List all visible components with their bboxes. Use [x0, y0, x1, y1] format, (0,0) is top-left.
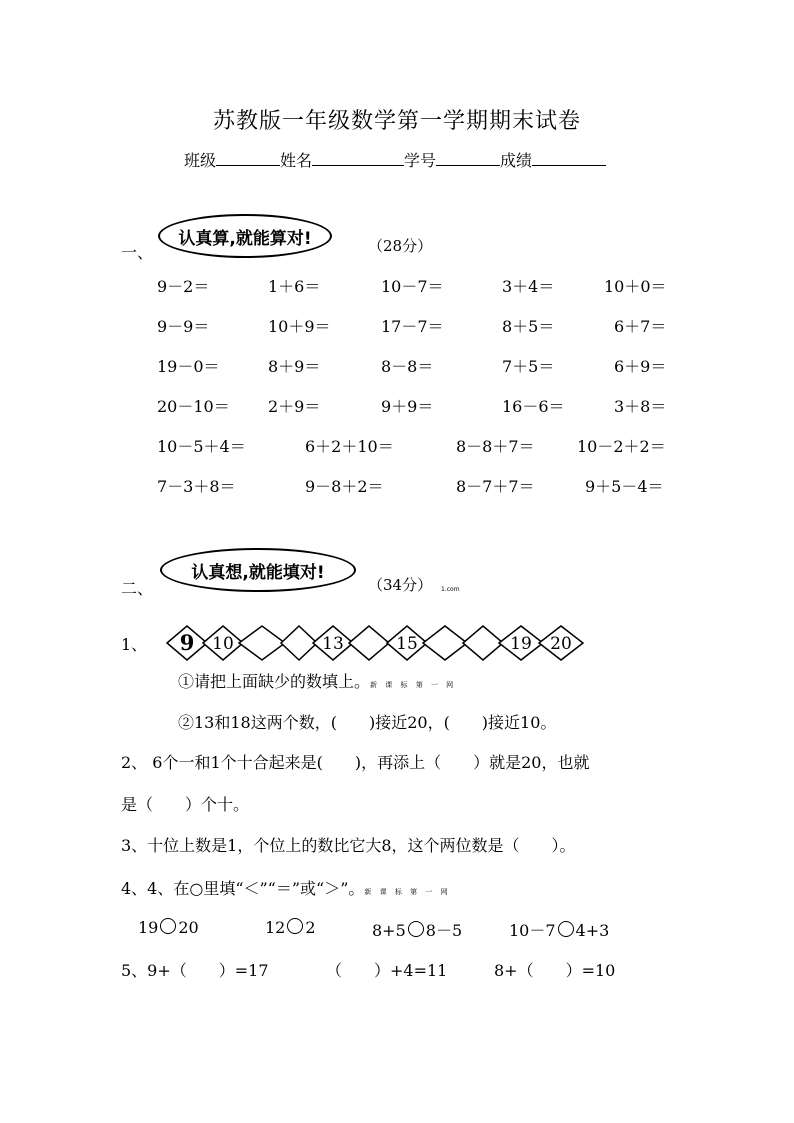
- q5-item-1: 5、9+（ ）=17: [121, 961, 269, 980]
- equation[interactable]: 9－9＝: [157, 317, 210, 336]
- compare-left: 8+5: [372, 921, 406, 940]
- seq-diamond[interactable]: [281, 626, 317, 660]
- section2-badge: 认真想,就能填对!: [160, 548, 356, 592]
- equation[interactable]: 7＋5＝: [502, 357, 555, 376]
- seq-diamond[interactable]: [423, 626, 467, 660]
- seq-value: 15: [396, 634, 418, 654]
- equation[interactable]: 6＋7＝: [614, 317, 667, 336]
- q5-item-2: （ ）+4=11: [326, 961, 448, 980]
- class-label: 班级: [184, 151, 217, 170]
- watermark: 新 课 标 第 一 网: [370, 681, 457, 689]
- equation[interactable]: 8－8＝: [381, 357, 434, 376]
- compare-left: 12: [265, 918, 286, 937]
- equation[interactable]: 10＋0＝: [604, 277, 667, 296]
- q1-number: 1、: [121, 635, 148, 654]
- equation[interactable]: 8＋9＝: [268, 357, 321, 376]
- section1-badge: 认真算,就能算对!: [158, 214, 332, 258]
- page-title: 苏教版一年级数学第一学期期末试卷: [212, 109, 581, 134]
- compare-right: 4+3: [575, 921, 610, 940]
- equation[interactable]: 1＋6＝: [268, 277, 321, 296]
- seq-diamond[interactable]: [239, 626, 285, 660]
- seq-diamond: [167, 626, 207, 660]
- equation[interactable]: 3＋4＝: [502, 277, 555, 296]
- equation[interactable]: 10－5＋4＝: [157, 437, 246, 456]
- compare-item: [265, 918, 316, 937]
- score-blank[interactable]: [532, 149, 606, 166]
- seq-diamond[interactable]: [463, 626, 503, 660]
- section1-score: （28分）: [368, 237, 433, 255]
- seq-diamond: [499, 626, 543, 660]
- equation[interactable]: 8－8＋7＝: [456, 437, 535, 456]
- seq-diamond: [387, 626, 427, 660]
- q2-line2: 是（ ）个十。: [121, 795, 250, 814]
- equation[interactable]: 8－7＋7＝: [456, 477, 535, 496]
- name-label: 姓名: [280, 151, 313, 170]
- equation[interactable]: 6＋2＋10＝: [305, 437, 394, 456]
- name-blank[interactable]: [312, 149, 404, 166]
- seq-value: 19: [510, 634, 532, 654]
- equation[interactable]: 6＋9＝: [614, 357, 667, 376]
- equation[interactable]: 9－8＋2＝: [305, 477, 384, 496]
- number-sequence: [165, 624, 623, 662]
- equation[interactable]: 3＋8＝: [614, 397, 667, 416]
- section2-score: （34分）: [368, 576, 433, 594]
- watermark: 新 课 标 第 一 网: [364, 888, 451, 896]
- equation[interactable]: 10－2＋2＝: [577, 437, 666, 456]
- compare-left: 19: [138, 918, 159, 937]
- equation[interactable]: 16－6＝: [502, 397, 565, 416]
- seq-value: 9: [179, 630, 195, 655]
- student-info-line: [184, 148, 606, 171]
- q1-instruction-a-text: ①请把上面缺少的数填上。: [178, 672, 371, 691]
- q1-instruction-a: [178, 669, 456, 692]
- equation[interactable]: 19－0＝: [157, 357, 220, 376]
- q3-text: 3、十位上数是1，个位上的数比它大8，这个两位数是（ ）。: [121, 836, 576, 855]
- seq-value: 20: [550, 634, 572, 654]
- equation[interactable]: 10－7＝: [381, 277, 444, 296]
- section2-number: 二、: [121, 579, 154, 598]
- equation[interactable]: 8＋5＝: [502, 317, 555, 336]
- equation[interactable]: 9＋5－4＝: [585, 477, 664, 496]
- seq-diamond: [313, 626, 353, 660]
- compare-circle[interactable]: [558, 921, 574, 937]
- student-id-label: 学号: [404, 151, 437, 170]
- compare-item: [372, 918, 462, 941]
- seq-value: 10: [212, 634, 234, 654]
- q1-instruction-b: ②13和18这两个数，( )接近20，( )接近10。: [178, 713, 557, 732]
- seq-diamond[interactable]: [349, 626, 389, 660]
- q5-item-3: 8+（ ）=10: [494, 961, 616, 980]
- equation[interactable]: 9＋9＝: [381, 397, 434, 416]
- compare-item: [138, 918, 199, 937]
- compare-circle[interactable]: [160, 918, 176, 934]
- q4-instruction: [121, 876, 451, 899]
- compare-left: 10－7: [509, 921, 556, 940]
- compare-item: [509, 918, 609, 941]
- q4-instruction-text: 4、4、在○里填“＜”“＝”或“＞”。: [121, 879, 365, 898]
- compare-right: 2: [305, 918, 316, 937]
- score-watermark: 1.com: [441, 586, 460, 593]
- equation[interactable]: 9－2＝: [157, 277, 210, 296]
- seq-diamond: [203, 626, 243, 660]
- q2-line1: 2、 6个一和1个十合起来是( )，再添上（ ）就是20，也就: [121, 753, 590, 772]
- equation[interactable]: 10＋9＝: [268, 317, 331, 336]
- section1-number: 一、: [121, 243, 154, 262]
- compare-circle[interactable]: [408, 921, 424, 937]
- score-label: 成绩: [500, 151, 533, 170]
- compare-right: 20: [178, 918, 199, 937]
- equation[interactable]: 2＋9＝: [268, 397, 321, 416]
- equation[interactable]: 20－10＝: [157, 397, 230, 416]
- equation[interactable]: 17－7＝: [381, 317, 444, 336]
- equation[interactable]: 7－3＋8＝: [157, 477, 236, 496]
- student-id-blank[interactable]: [436, 149, 500, 166]
- class-blank[interactable]: [216, 149, 280, 166]
- compare-right: 8－5: [425, 921, 463, 940]
- compare-circle[interactable]: [287, 918, 303, 934]
- seq-value: 13: [322, 634, 344, 654]
- seq-diamond: [539, 626, 583, 660]
